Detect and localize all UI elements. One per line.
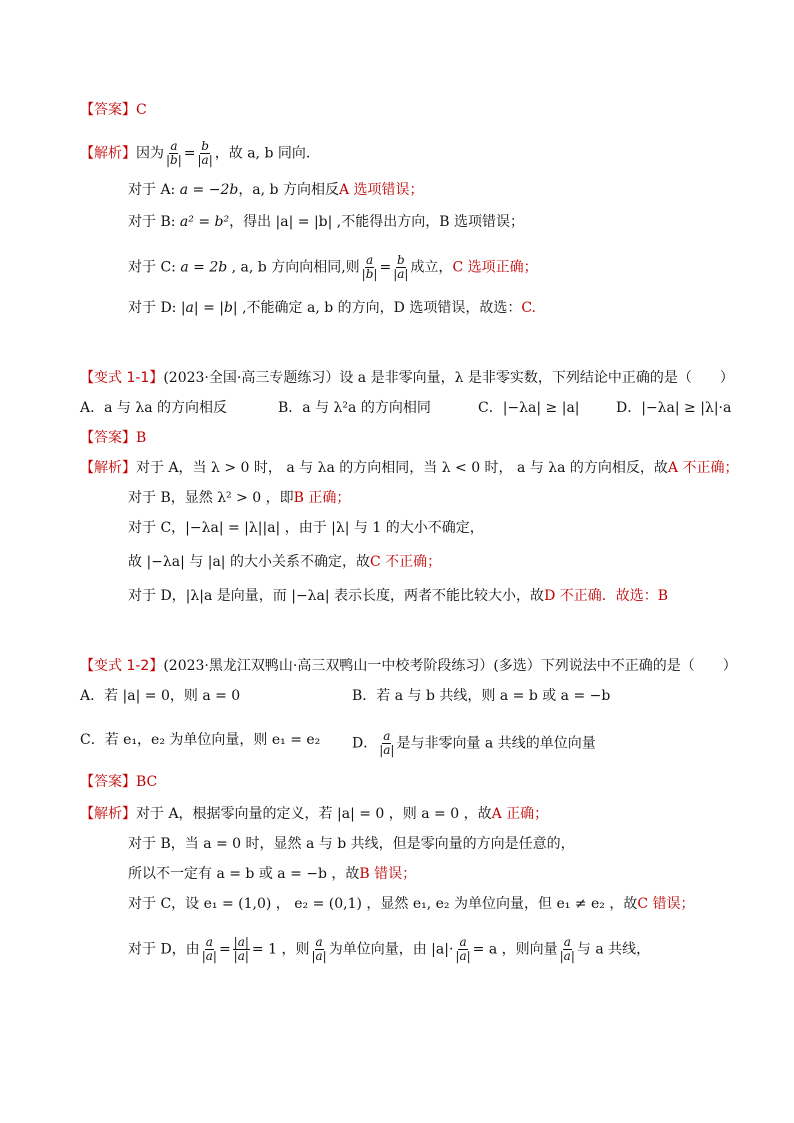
fraction — [166, 140, 182, 167]
analysis-option-c — [128, 254, 538, 281]
answer-line-1 — [80, 100, 147, 120]
conclusion: A 正确； — [491, 806, 549, 822]
numerator: a — [205, 935, 213, 949]
text: 故 |−λa| 与 |a| 的大小关系不确定，故 — [128, 554, 370, 570]
text: D． — [352, 735, 378, 752]
numerator: |a| — [233, 935, 249, 949]
analysis-label: 【解析】 — [80, 806, 136, 822]
text: 成立， — [410, 259, 453, 276]
equals: = — [183, 145, 196, 162]
text: ，得出 |a| = |b| ,不能得出方向，B 选项错误； — [229, 214, 524, 230]
analysis-option-d — [128, 298, 536, 318]
text: ，故 a, b 同向. — [214, 145, 311, 162]
analysis-option-a — [128, 180, 424, 200]
text: 对于 D: — [128, 300, 181, 316]
variant-label: 【变式 1-1】 — [80, 370, 164, 386]
choice-text: B．若 a 与 b 共线，则 a = b 或 a = −b — [352, 688, 611, 704]
fraction — [311, 936, 326, 963]
answer-line-3 — [80, 772, 157, 792]
numerator: a — [459, 935, 467, 949]
conclusion: C 选项正确； — [452, 259, 538, 276]
text: 对于 A，当 λ > 0 时， a 与 λa 的方向相同，当 λ < 0 时， a 与 λa 的方向相反，故 — [136, 460, 668, 476]
math: a = −2b — [179, 182, 239, 198]
choice-a — [80, 398, 227, 418]
choice-text: A．a 与 λa 的方向相反 — [80, 400, 228, 416]
text: 对于 B: — [128, 214, 180, 230]
text: 与 a 共线， — [576, 941, 651, 958]
denominator: |a| — [393, 267, 409, 281]
text: = 1 ，则 — [251, 941, 310, 958]
fraction — [455, 936, 470, 963]
denominator: |b| — [361, 267, 378, 281]
variant-1-1-title — [80, 368, 734, 388]
analysis-3-line-1 — [80, 804, 548, 824]
variant-1-2-title — [80, 656, 737, 676]
conclusion: C 错误； — [637, 896, 695, 912]
analysis-2-line-2 — [128, 488, 350, 508]
math: |a| = |b| — [180, 300, 238, 316]
analysis-3-line-2 — [128, 834, 575, 854]
denominator: |a| — [455, 949, 471, 963]
choice-text: C．|−λa| ≥ |a| — [478, 400, 580, 416]
conclusion: B 正确； — [293, 490, 351, 506]
text: 对于 D，|λ|a 是向量，而 |−λa| 表示长度，两者不能比较大小，故 — [128, 588, 545, 604]
denominator: |b| — [166, 153, 182, 167]
fraction — [379, 730, 394, 757]
text: 对于 C，设 e₁ = (1,0) ， e₂ = (0,1) ，显然 e₁, e₂ 为单位向量，但 e₁ ≠ e₂ ，故 — [128, 896, 638, 912]
analysis-3-line-4 — [128, 894, 695, 914]
answer-value: B — [136, 430, 147, 446]
analysis-label: 【解析】 — [80, 145, 136, 162]
analysis-3-line-3 — [128, 864, 416, 884]
numerator: a — [563, 935, 571, 949]
fraction — [362, 254, 378, 281]
answer-label: 【答案】 — [80, 102, 136, 118]
text: 对于 A，根据零向量的定义，若 |a| = 0 ，则 a = 0 ，故 — [136, 806, 492, 822]
text: 对于 A: — [128, 182, 180, 198]
numerator: a — [365, 253, 374, 267]
denominator: |a| — [559, 949, 575, 963]
numerator: b — [201, 139, 209, 153]
choice-text: B．a 与 λ²a 的方向相同 — [278, 400, 431, 416]
fraction — [560, 936, 575, 963]
text: ,不能确定 a, b 的方向，D 选项错误，故选： — [237, 300, 522, 316]
numerator: a — [383, 729, 391, 743]
analysis-2-line-4 — [128, 552, 441, 572]
analysis-2-line-5 — [128, 586, 668, 606]
choice-d — [352, 730, 596, 757]
text: 是与非零向量 a 共线的单位向量 — [396, 735, 596, 752]
analysis-2-line-3 — [128, 518, 484, 538]
fraction — [198, 140, 213, 167]
analysis-line-1 — [80, 140, 310, 167]
answer-value: C — [136, 102, 147, 118]
choice-text: A．若 |a| = 0，则 a = 0 — [80, 688, 241, 704]
analysis-label: 【解析】 — [80, 460, 136, 476]
conclusion: C. — [521, 300, 537, 316]
choice-text: D．|−λa| ≥ |λ|·a — [616, 400, 732, 416]
conclusion: C 不正确； — [369, 554, 442, 570]
math: a² = b² — [179, 214, 230, 230]
analysis-option-b — [128, 212, 524, 232]
choice-text: C．若 e₁，e₂ 为单位向量，则 e₁ = e₂ — [80, 732, 321, 748]
analysis-3-line-5 — [128, 936, 650, 963]
question-text: (2023·全国·高三专题练习）设 a 是非零向量，λ 是非零实数，下列结论中正确的是（ ） — [163, 370, 734, 386]
question-text: (2023·黑龙江双鸭山·高三双鸭山一中校考阶段练习）(多选）下列说法中不正确的是（ ） — [163, 658, 737, 674]
answer-value: BC — [136, 774, 158, 790]
numerator: b — [396, 253, 405, 267]
denominator: |a| — [379, 743, 395, 757]
text: 为单位向量，由 |a|· — [328, 941, 454, 958]
fraction — [393, 254, 408, 281]
text: 所以不一定有 a = b 或 a = −b ，故 — [128, 866, 360, 882]
text: ，a, b 方向相反 — [238, 182, 339, 198]
text: 因为 — [136, 145, 164, 162]
denominator: |a| — [233, 949, 249, 963]
text: 对于 B，当 a = 0 时，显然 a 与 b 共线，但是零向量的方向是任意的， — [128, 836, 575, 852]
equals: = — [218, 941, 231, 958]
answer-label: 【答案】 — [80, 774, 136, 790]
answer-label: 【答案】 — [80, 430, 136, 446]
conclusion: A 选项错误； — [338, 182, 424, 198]
choice-c — [80, 730, 320, 750]
denominator: |a| — [197, 153, 213, 167]
analysis-2-line-1 — [80, 458, 738, 478]
choice-d — [616, 398, 731, 418]
conclusion: D 不正确．故选：B — [544, 588, 669, 604]
choice-a — [80, 686, 240, 706]
denominator: |a| — [311, 949, 327, 963]
equals: = — [379, 259, 392, 276]
conclusion: B 错误； — [359, 866, 417, 882]
text: , a, b 方向向相同,则 — [227, 259, 360, 276]
denominator: |a| — [201, 949, 217, 963]
answer-line-2 — [80, 428, 146, 448]
choice-b — [278, 398, 431, 418]
text: 对于 D，由 — [128, 941, 200, 958]
text: 对于 C: — [128, 259, 181, 276]
choice-c — [478, 398, 580, 418]
numerator: a — [170, 139, 178, 153]
text: 对于 B，显然 λ² > 0 ，即 — [128, 490, 294, 506]
conclusion: A 不正确； — [667, 460, 739, 476]
text: = a ，则向量 — [472, 941, 558, 958]
variant-label: 【变式 1-2】 — [80, 658, 164, 674]
choice-b — [352, 686, 610, 706]
math: a = 2b — [180, 259, 228, 276]
text: 对于 C，|−λa| = |λ||a| ，由于 |λ| 与 1 的大小不确定， — [128, 520, 484, 536]
numerator: a — [315, 935, 323, 949]
fraction — [233, 936, 250, 963]
fraction — [202, 936, 217, 963]
